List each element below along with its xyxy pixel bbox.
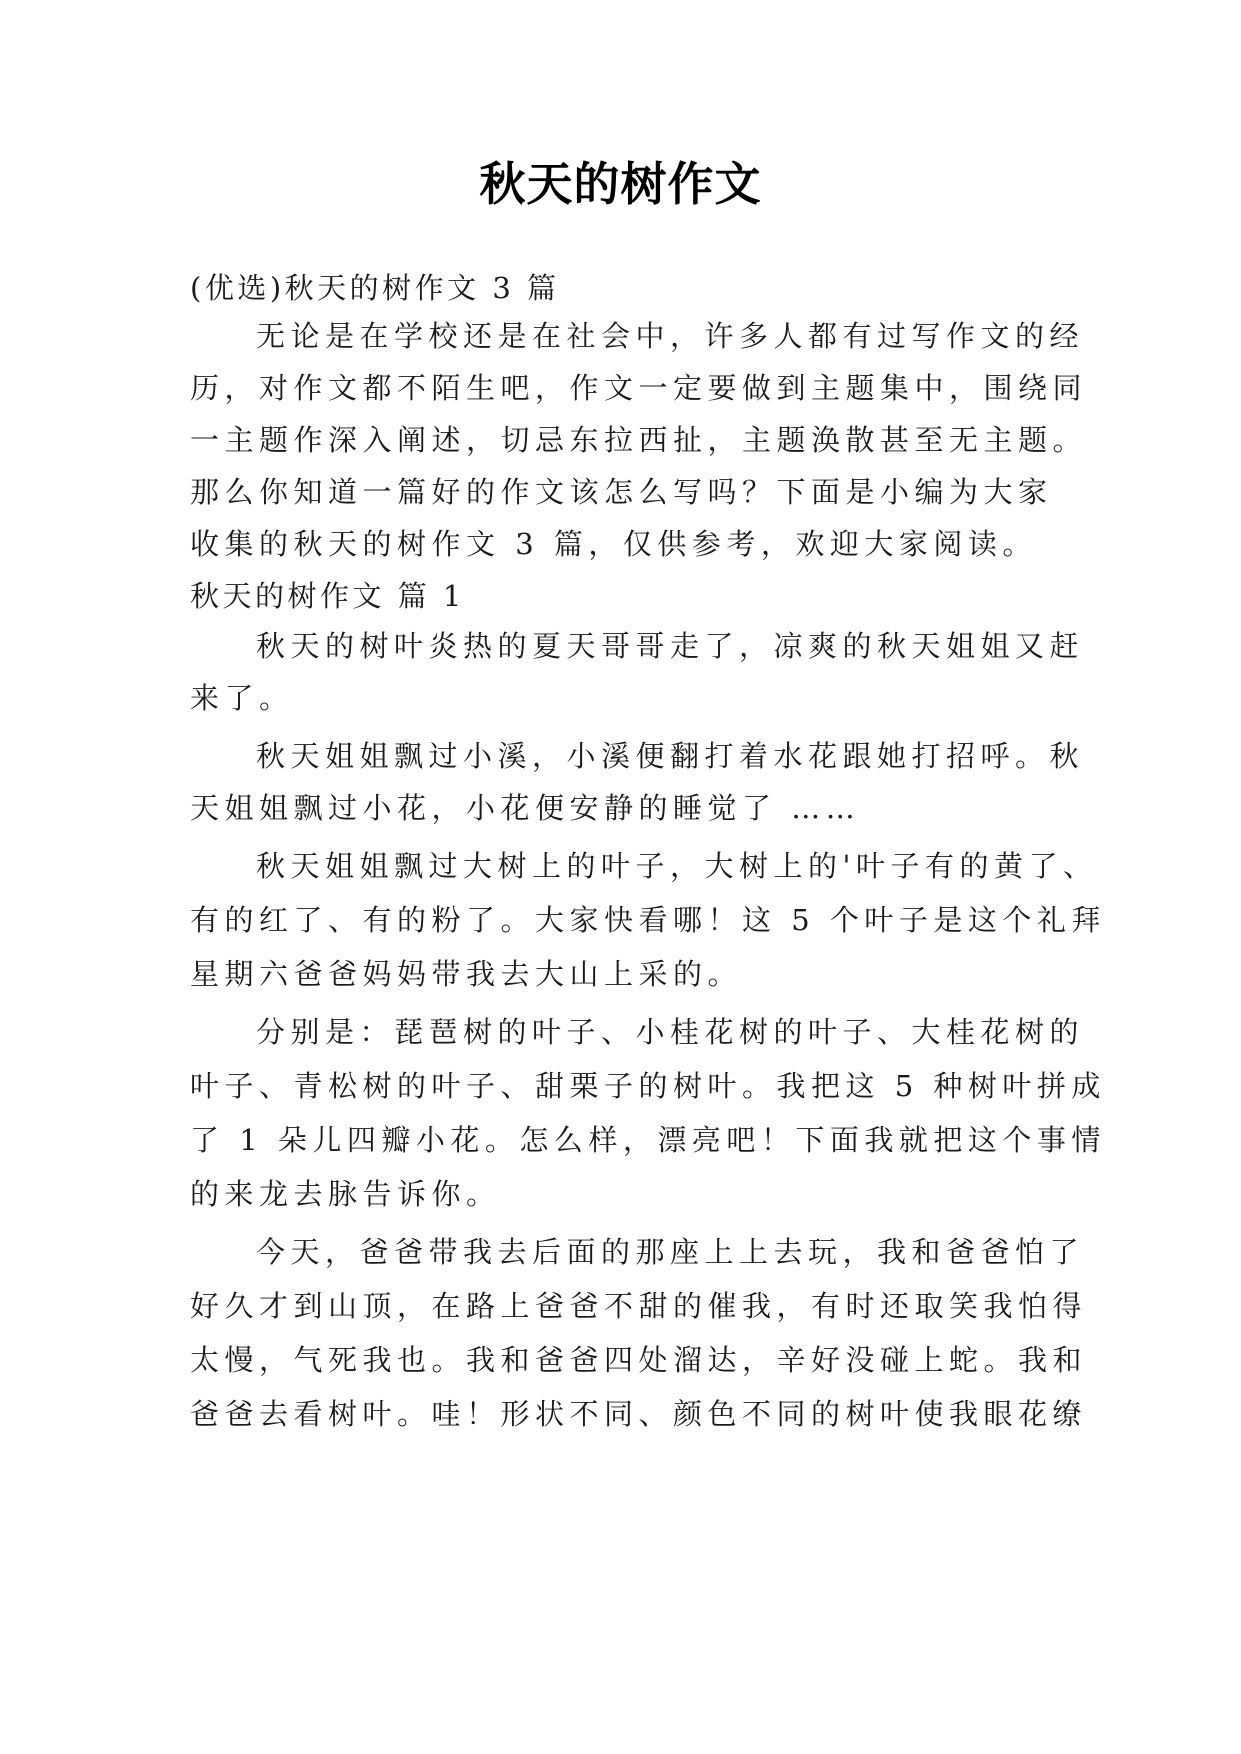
text-line: 爸爸去看树叶。哇！形状不同、颜色不同的树叶使我眼花缭 — [190, 1397, 1088, 1431]
text-line: 那么你知道一篇好的作文该怎么写吗？下面是小编为大家 — [190, 475, 1053, 509]
text-line: 秋天姐姐飘过小溪，小溪便翻打着水花跟她打招呼。秋 — [256, 739, 1085, 773]
text-line: 星期六爸爸妈妈带我去大山上采的。 — [190, 957, 743, 991]
text-line: 无论是在学校还是在社会中，许多人都有过写作文的经 — [256, 319, 1085, 353]
text-line: 分别是：琵琶树的叶子、小桂花树的叶子、大桂花树的 — [256, 1015, 1085, 1049]
text-line: 有的红了、有的粉了。大家快看哪！这 5 个叶子是这个礼拜 — [190, 903, 1106, 937]
text-line: 秋天姐姐飘过大树上的叶子，大树上的'叶子有的黄了、 — [256, 849, 1098, 883]
text-line: 收集的秋天的树作文 3 篇，仅供参考，欢迎大家阅读。 — [190, 527, 1037, 561]
text-line: 好久才到山顶，在路上爸爸不甜的催我，有时还取笑我怕得 — [190, 1289, 1088, 1323]
text-line: 来了。 — [190, 681, 294, 715]
text-line: 今天，爸爸带我去后面的那座上上去玩，我和爸爸怕了 — [256, 1235, 1085, 1269]
text-line: 太慢，气死我也。我和爸爸四处溜达，辛好没碰上蛇。我和 — [190, 1343, 1088, 1377]
document-title: 秋天的树作文 — [479, 157, 762, 211]
text-line: 秋天的树叶炎热的夏天哥哥走了，凉爽的秋天姐姐又赶 — [256, 629, 1085, 663]
text-line: 了 1 朵儿四瓣小花。怎么样，漂亮吧！下面我就把这个事情 — [190, 1123, 1106, 1157]
text-line: 的来龙去脉告诉你。 — [190, 1177, 501, 1211]
text-line: 天姐姐飘过小花，小花便安静的睡觉了 …… — [190, 791, 861, 825]
text-line: 一主题作深入阐述，切忌东拉西扯，主题涣散甚至无主题。 — [190, 423, 1088, 457]
text-line: (优选)秋天的树作文 3 篇 — [190, 271, 560, 305]
section-heading: 秋天的树作文 篇 1 — [190, 579, 465, 613]
text-line: 历，对作文都不陌生吧，作文一定要做到主题集中，围绕同 — [190, 371, 1088, 405]
text-line: 叶子、青松树的叶子、甜栗子的树叶。我把这 5 种树叶拼成 — [190, 1069, 1106, 1103]
